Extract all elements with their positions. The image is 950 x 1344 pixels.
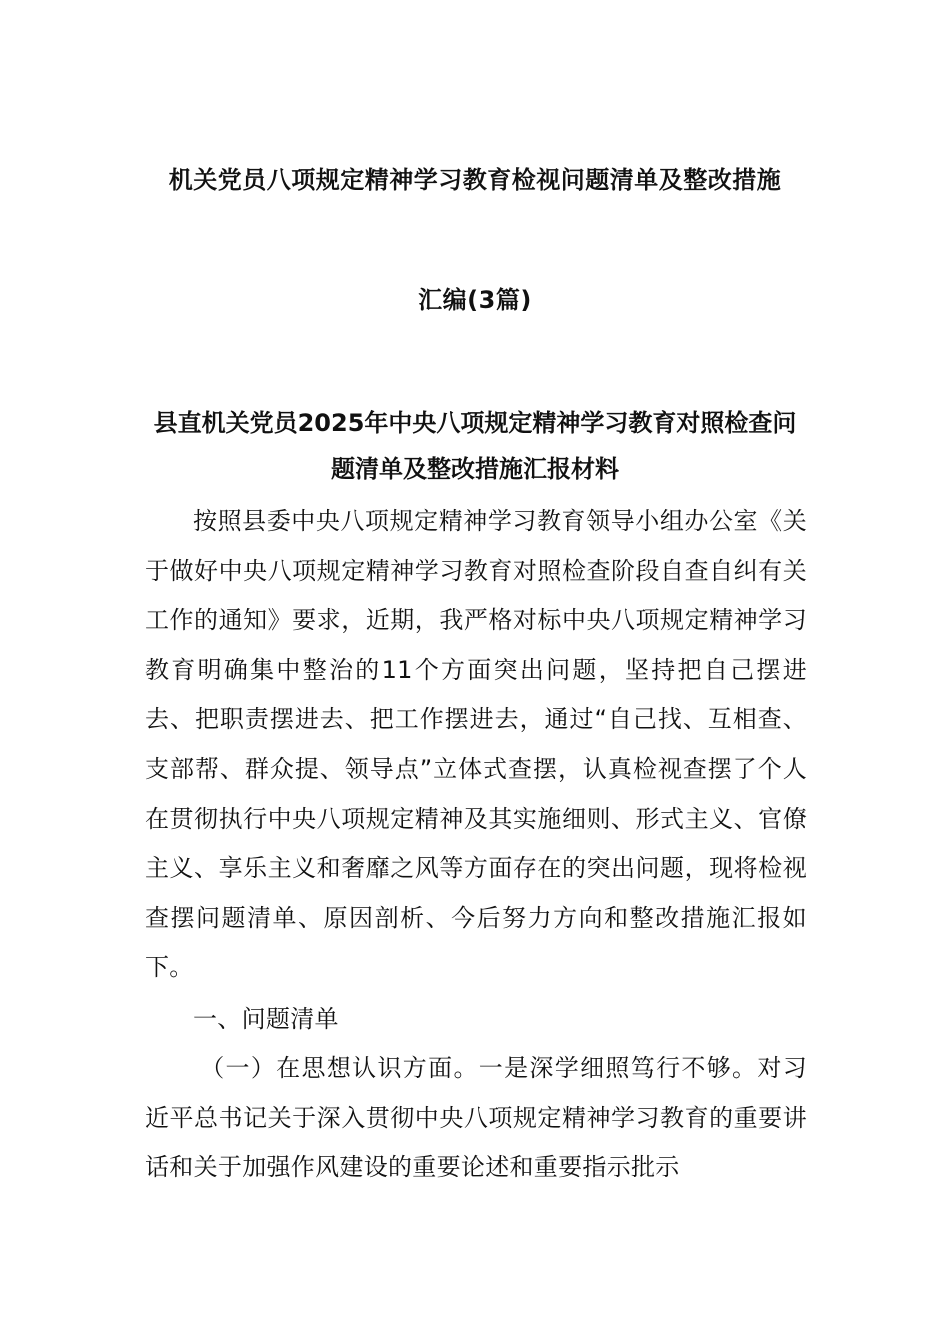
section-title: 县直机关党员2025年中央八项规定精神学习教育对照检查问题清单及整改措施汇报材料 [153,409,797,483]
document-title-line-2: 汇编(3篇) [418,286,532,314]
document-title-line-1: 机关党员八项规定精神学习教育检视问题清单及整改措施 [168,166,782,194]
body-paragraph-ideology: （一）在思想认识方面。一是深学细照笃行不够。对习近平总书记关于深入贯彻中央八项规定精神学习教育的重要讲话和关于加强作风建设的重要论述和重要指示批示 [145,1054,807,1182]
body-paragraph-intro: 按照县委中央八项规定精神学习教育领导小组办公室《关于做好中央八项规定精神学习教育对照检查阶段自查自纠有关工作的通知》要求，近期，我严格对标中央八项规定精神学习教育明确集中整治的11个方面突出问题，坚持把自己摆进去、把职责摆进去、把工作摆进去，通过“自己找、互相查、支部帮、群众提、领导点”立体式查摆，认真检视查摆了个人在贯彻执行中央八项规定精神及其实施细则、形式主义、官僚主义、享乐主义和奢靡之风等方面存在的突出问题，现将检视查摆问题清单、原因剖析、今后努力方向和整改措施汇报如下。 [145,507,807,982]
heading-problem-list: 一、问题清单 [193,1005,339,1033]
